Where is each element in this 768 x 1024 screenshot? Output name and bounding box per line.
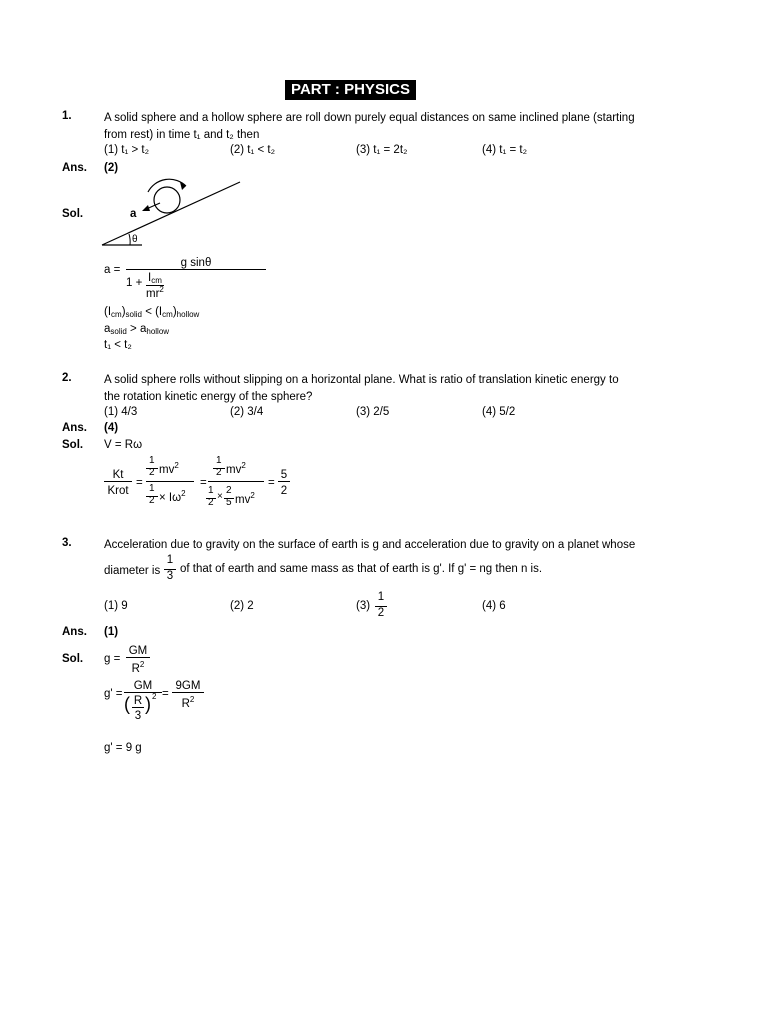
- acceleration-arrowhead: [142, 205, 150, 211]
- fig-label-theta: θ: [132, 234, 138, 245]
- q3-text-line2b: of that of earth and same mass as that of earth is g'. If g' = ng then n is.: [180, 563, 543, 575]
- q2-option-2: (2) 3/4: [230, 406, 264, 418]
- q1-option-1: (1) t₁ > t₂: [104, 144, 150, 156]
- square-exp: 2: [152, 692, 157, 701]
- q2-v-eq: V = Rω: [104, 439, 143, 451]
- equals-3: =: [268, 477, 275, 489]
- q2-ans-label: Ans.: [62, 422, 87, 434]
- main-bar-1: [146, 481, 194, 482]
- q3-number: 3.: [62, 537, 72, 549]
- q3-ans-label: Ans.: [62, 626, 87, 638]
- q3-final: g' = 9 g: [104, 742, 142, 754]
- q2-option-3: (3) 2/5: [356, 406, 390, 418]
- half-den-2: 2: [149, 495, 155, 506]
- rotation-arrow: [148, 179, 186, 192]
- gm-num-2: GM: [124, 680, 162, 693]
- q3-option-3: (3): [356, 600, 371, 612]
- q2-ratio-equation: [104, 455, 304, 519]
- q3-frac-den: 3: [166, 570, 174, 582]
- two-num: 2: [226, 485, 232, 496]
- result-den: 2: [280, 485, 288, 497]
- half-num-4: 1: [208, 485, 214, 496]
- five-den: 5: [226, 497, 232, 508]
- half-num: 1: [149, 455, 155, 466]
- q3-gprime-formula: [104, 680, 214, 734]
- q1-ans-label: Ans.: [62, 162, 87, 174]
- equals-2: =: [200, 477, 207, 489]
- result-num: 5: [278, 469, 290, 482]
- q3-g-formula: [104, 645, 164, 677]
- rolling-sphere: [154, 187, 180, 213]
- incline-diagram: [100, 172, 250, 252]
- q3-text-line1: Acceleration due to gravity on the surface of earth is g and acceleration due to gravity on a planet whose: [104, 539, 636, 551]
- formula-lhs: a =: [104, 264, 121, 276]
- equals-g: =: [162, 688, 169, 700]
- i-omega2: × $I\omega^2$: [159, 489, 186, 504]
- mv2-top-2: $mv^2$: [226, 461, 246, 476]
- fig-label-a: a: [130, 208, 137, 220]
- g-lhs: g =: [104, 653, 121, 665]
- q3-frac-num: 1: [166, 554, 174, 566]
- q1-text-line1: A solid sphere and a hollow sphere are roll down purely equal distances on same inclined plane (starting: [104, 112, 635, 124]
- q3-ans: (1): [104, 626, 119, 638]
- r2-den: $R^2$: [131, 660, 145, 675]
- angle-arc: [129, 234, 130, 245]
- gm-num: GM: [126, 645, 150, 658]
- mv2-bottom: $mv^2$: [235, 491, 255, 506]
- q1-text-line2: from rest) in time t₁ and t₂ then: [104, 129, 260, 141]
- formula-mr2: $mr^2$: [146, 285, 164, 300]
- q3-option-1: (1) 9: [104, 600, 128, 612]
- q1-option-4: (4) t₁ = t₂: [482, 144, 528, 156]
- half-den-4: 2: [208, 497, 214, 508]
- q3-sol-label: Sol.: [62, 653, 84, 665]
- q1-compare-time: t₁ < t₂: [104, 339, 132, 351]
- gprime-lhs: g' =: [104, 688, 123, 700]
- mv2-top: $mv^2$: [159, 461, 179, 476]
- q2-number: 2.: [62, 372, 72, 384]
- q1-number: 1.: [62, 110, 72, 122]
- half-num-3: 1: [216, 455, 222, 466]
- equals-1: =: [136, 477, 143, 489]
- r-num: R: [133, 695, 143, 707]
- q1-compare-inertia: $(I_{cm})_{solid} < (I_{cm})_{hollow}$: [104, 306, 200, 319]
- q3-option-2: (2) 2: [230, 600, 254, 612]
- formula-icm: $I_{cm}$: [148, 272, 162, 285]
- section-header: PART : PHYSICS: [285, 80, 416, 100]
- q2-sol-label: Sol.: [62, 439, 84, 451]
- three-den: 3: [134, 710, 142, 722]
- formula-one-plus: 1 +: [126, 277, 143, 289]
- half-den: 2: [149, 467, 155, 478]
- kt-label: Kt: [104, 469, 132, 482]
- q3-opt3-num: 1: [377, 591, 385, 603]
- q2-option-4: (4) 5/2: [482, 406, 516, 418]
- times-sign: ×: [217, 491, 223, 502]
- q2-text-line1: A solid sphere rolls without slipping on a horizontal plane. What is ratio of translation kinetic energy to: [104, 374, 619, 386]
- krot-label: Krot: [107, 485, 129, 497]
- q3-option-4: (4) 6: [482, 600, 506, 612]
- half-num-2: 1: [149, 483, 155, 494]
- q1-option-3: (3) t₁ = 2t₂: [356, 144, 408, 156]
- q1-sol-label: Sol.: [62, 208, 84, 220]
- main-bar-2: [208, 481, 264, 482]
- q1-compare-accel: $a_{solid} > a_{hollow}$: [104, 323, 170, 336]
- q1-ans: (2): [104, 162, 119, 174]
- q2-text-line2: the rotation kinetic energy of the sphere?: [104, 391, 313, 403]
- q1-option-2: (2) t₁ < t₂: [230, 144, 276, 156]
- paren-close: ): [145, 694, 151, 714]
- r2-den-2: $R^2$: [181, 695, 195, 710]
- paren-open: (: [124, 694, 130, 714]
- q2-ans: (4): [104, 422, 119, 434]
- incline-surface: [102, 182, 240, 245]
- q2-option-1: (1) 4/3: [104, 406, 138, 418]
- q3-text-line2a: diameter is: [104, 565, 161, 577]
- formula-numerator: g sinθ: [126, 257, 266, 270]
- half-den-3: 2: [216, 467, 222, 478]
- q3-opt3-den: 2: [377, 607, 385, 619]
- nine-gm-num: 9GM: [172, 680, 204, 693]
